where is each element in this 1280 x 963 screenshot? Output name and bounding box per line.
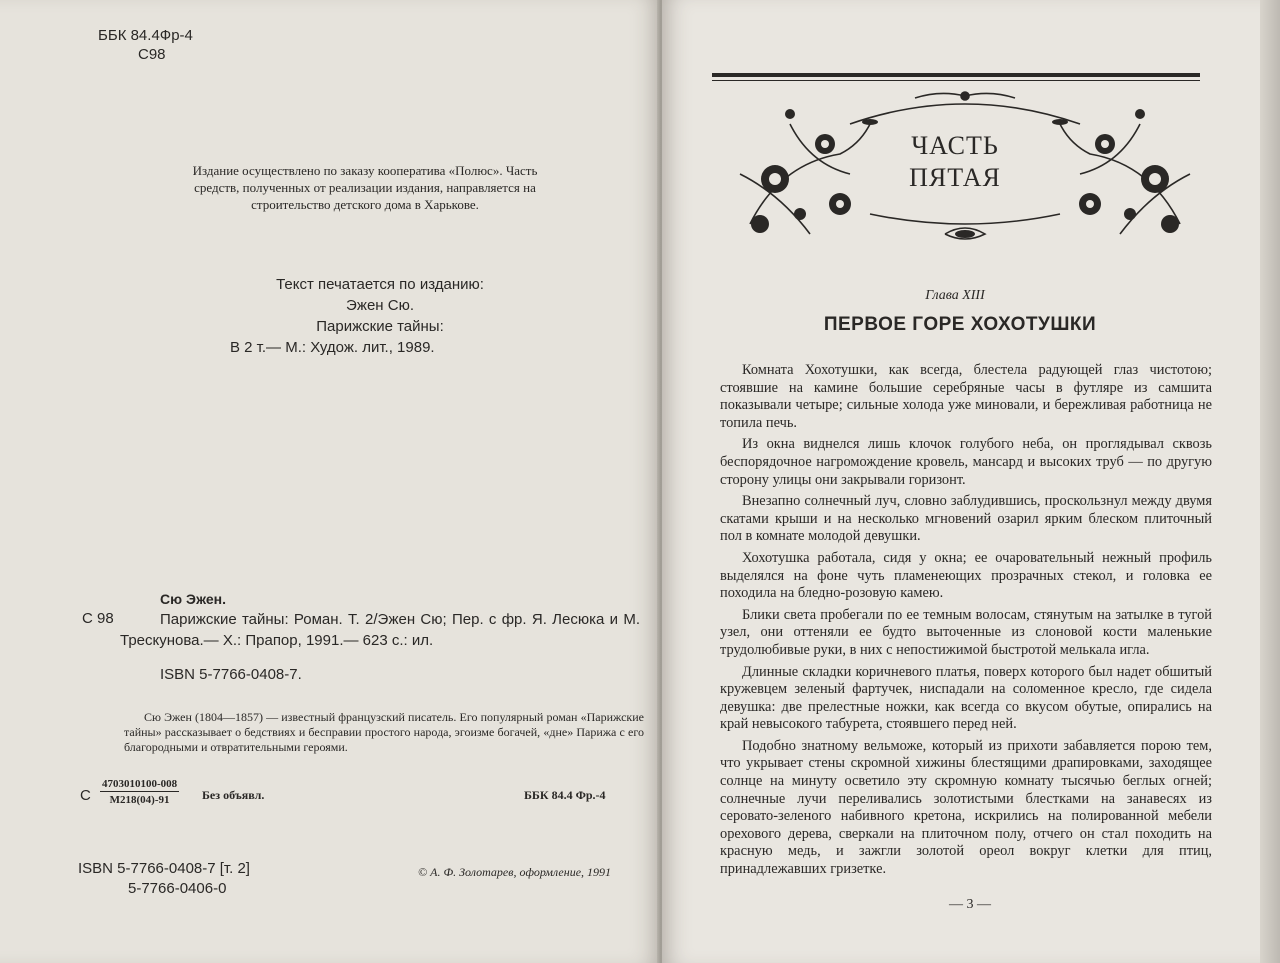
index-letter: С: [80, 787, 91, 804]
paragraph: Блики света пробегали по ее темным волосам, стянутым на затылке в тугой узел, они оттеняли ее будто выточенные из слоновой кости маленькие трудолюбивые руки, в них с непостижимой быстротой мелькала игла.: [720, 606, 1212, 658]
no-announcement: Без объявл.: [202, 788, 265, 802]
page-edge: [1260, 0, 1280, 963]
bbk-sub-code: С98: [138, 46, 166, 63]
catalog-code: С 98: [82, 610, 114, 627]
source-line: Эжен Сю.: [345, 297, 415, 314]
source-line: Парижские тайны:: [316, 318, 444, 335]
catalog-author: Сю Эжен.: [160, 591, 226, 607]
isbn-set: 5-7766-0406-0: [128, 880, 227, 897]
chapter-body: [720, 362, 1212, 883]
bbk-bottom-code: ББК 84.4 Фр.-4: [524, 788, 606, 802]
page-number: — 3 —: [949, 897, 991, 912]
paragraph: Из окна виднелся лишь клочок голубого неба, он проглядывал сквозь беспорядочное нагромождение кровель, мансард и высоких труб — по другую сторону улицы они закрывали горизонт.: [720, 436, 1212, 488]
header-rule-thin: [712, 80, 1200, 81]
source-edition: [230, 274, 530, 358]
imprint-note: Издание осуществлено по заказу кооператива «Полюс». Часть средств, полученных от реализации издания, направляется на строительство детского дома в Харькове.: [192, 163, 538, 212]
header-rule: [712, 73, 1200, 77]
chapter-title: ПЕРВОЕ ГОРЕ ХОХОТУШКИ: [823, 314, 1097, 335]
bbk-classification: [98, 26, 193, 64]
copyright-note: © А. Ф. Золотарев, оформление, 1991: [418, 865, 612, 879]
paragraph: Комната Хохотушки, как всегда, блестела радующей глаз чистотою; стоявшие на камине большие серебряные часы в футляре из самшита показывали четыре; сильные холода уже миновали, и бережливая работница не топила печь.: [720, 362, 1212, 431]
isbn-volume: ISBN 5-7766-0408-7 [т. 2]: [78, 860, 250, 877]
catalog-annotation: Сю Эжен (1804—1857) — известный французский писатель. Его популярный роман «Парижские тайны» рассказывает о бедствиях и бесправии простого народа, эгоизме богачей, «дне» Парижа с его благородными и отвратительными героями.: [124, 710, 644, 754]
publication-code-fraction: [100, 778, 179, 806]
fraction-numerator: 4703010100-008: [102, 778, 178, 790]
catalog-description: Парижские тайны: Роман. Т. 2/Эжен Сю; Пер. с фр. Я. Лесюка и М. Трескунова.— Х.: Прапор, 1991.— 623 с.: ил.: [120, 611, 640, 649]
part-title: ЧАСТЬ ПЯТАЯ: [909, 131, 1001, 192]
source-line: Текст печатается по изданию:: [276, 276, 484, 293]
catalog-isbn: ISBN 5-7766-0408-7.: [160, 666, 302, 683]
paragraph: Внезапно солнечный луч, словно заблудившись, проскользнул между двумя скатами крыши и на несколько мгновений озарил ярким блеском плиточный пол в комнате молодой девушки.: [720, 493, 1212, 545]
paragraph: Длинные складки коричневого платья, поверх которого был надет обшитый кружевцем зеленый фартучек, ниспадали на соломенное кресло, где сидела девушка: две прелестные ножки, как всегда со вкусом обутые, опирались на край невысокого табурета, стоявшего перед ней.: [720, 663, 1212, 733]
chapter-label: Глава XIII: [925, 288, 985, 303]
bbk-code: ББК 84.4Фр-4: [98, 27, 193, 44]
fraction-denominator: М218(04)-91: [109, 794, 170, 806]
paragraph: Подобно знатному вельможе, который из прихоти забавляется порою тем, что укрывает стены скромной хижины блестящими драпировками, заходящее солнце на минуту осветило эту скромную комнату тысячью беглых огней; солнечные лучи переливались золотистыми блестками на занавесях из серовато-зеленого набивного кретона, искрились на полированной мебели орехового дерева, сверкали на плиточном полу, отчего он стал походить на красную медь, и зажгли золотой ореол вокруг клетки для птиц, принадлежавших гризетке.: [720, 737, 1212, 878]
paragraph: Хохотушка работала, сидя у окна; ее очаровательный нежный профиль выделялся на фоне чуть пламенеющих прозрачных стекол, и головка ее походила на бледно-розовую камею.: [720, 549, 1212, 602]
source-line: В 2 т.— М.: Худож. лит., 1989.: [230, 339, 435, 356]
